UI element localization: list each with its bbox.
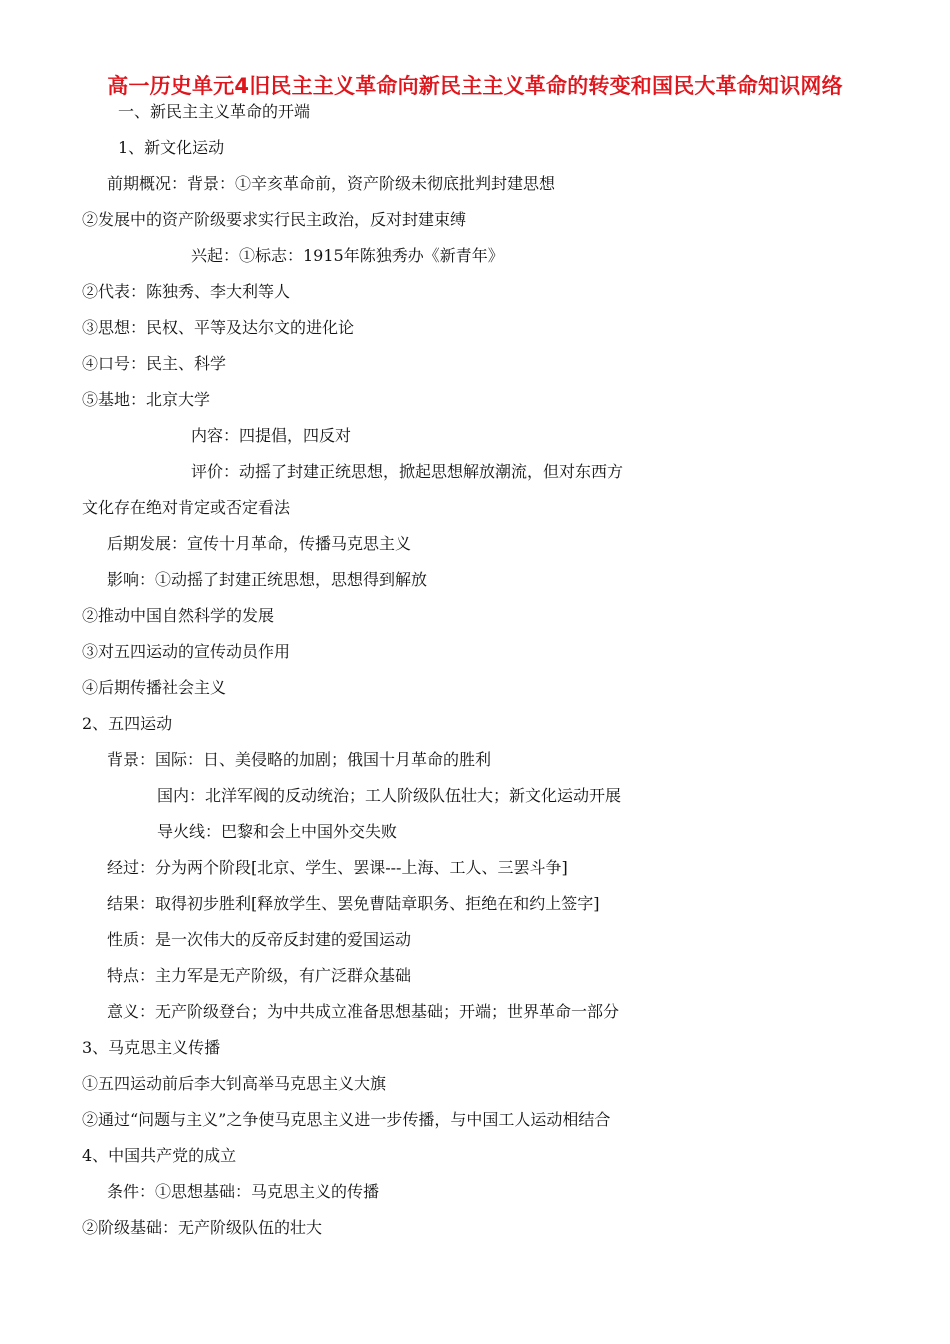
subsection-heading: 1、新文化运动 [118,138,225,157]
text-line: 后期发展：宣传十月革命，传播马克思主义 [107,534,412,553]
text-line: ②推动中国自然科学的发展 [82,606,275,625]
text-line: 条件：①思想基础：马克思主义的传播 [107,1182,380,1201]
subsection-heading: 4、中国共产党的成立 [82,1146,237,1165]
text-line: 性质：是一次伟大的反帝反封建的爱国运动 [107,930,412,949]
text-line: ③对五四运动的宣传动员作用 [82,642,291,661]
text-line: ②发展中的资产阶级要求实行民主政治，反对封建束缚 [82,210,467,229]
section-heading: 一、新民主主义革命的开端 [118,102,311,121]
subsection-heading: 3、马克思主义传播 [82,1038,221,1057]
text-line: ④后期传播社会主义 [82,678,227,697]
text-line: ④口号：民主、科学 [82,354,227,373]
text-line: 评价：动摇了封建正统思想，掀起思想解放潮流，但对东西方 [191,462,624,481]
subsection-heading: 2、五四运动 [82,714,173,733]
text-line: ⑤基地：北京大学 [82,390,211,409]
text-line: 影响：①动摇了封建正统思想，思想得到解放 [107,570,428,589]
text-line: ②代表：陈独秀、李大利等人 [82,282,291,301]
text-line: 导火线：巴黎和会上中国外交失败 [157,822,398,841]
text-line: ③思想：民权、平等及达尔文的进化论 [82,318,355,337]
text-line: 国内：北洋军阀的反动统治；工人阶级队伍壮大；新文化运动开展 [157,786,622,805]
text-line: 意义：无产阶级登台；为中共成立准备思想基础；开端；世界革命一部分 [107,1002,620,1021]
text-line: ②通过“问题与主义”之争使马克思主义进一步传播，与中国工人运动相结合 [82,1110,611,1129]
text-line: 结果：取得初步胜利[释放学生、罢免曹陆章职务、拒绝在和约上签字] [107,894,600,913]
text-line: 文化存在绝对肯定或否定看法 [82,498,291,517]
document-title: 高一历史单元4旧民主主义革命向新民主主义革命的转变和国民大革命知识网络 [107,74,843,98]
text-line: ①五四运动前后李大钊高举马克思主义大旗 [82,1074,387,1093]
text-line: 前期概况：背景：①辛亥革命前，资产阶级未彻底批判封建思想 [107,174,556,193]
text-line: 特点：主力军是无产阶级，有广泛群众基础 [107,966,412,985]
text-line: 背景：国际：日、美侵略的加剧；俄国十月革命的胜利 [107,750,492,769]
text-line: ②阶级基础：无产阶级队伍的壮大 [82,1218,323,1237]
text-line: 内容：四提倡，四反对 [191,426,352,445]
text-line: 兴起：①标志：1915年陈独秀办《新青年》 [191,246,504,265]
text-line: 经过：分为两个阶段[北京、学生、罢课---上海、工人、三罢斗争] [107,858,568,877]
